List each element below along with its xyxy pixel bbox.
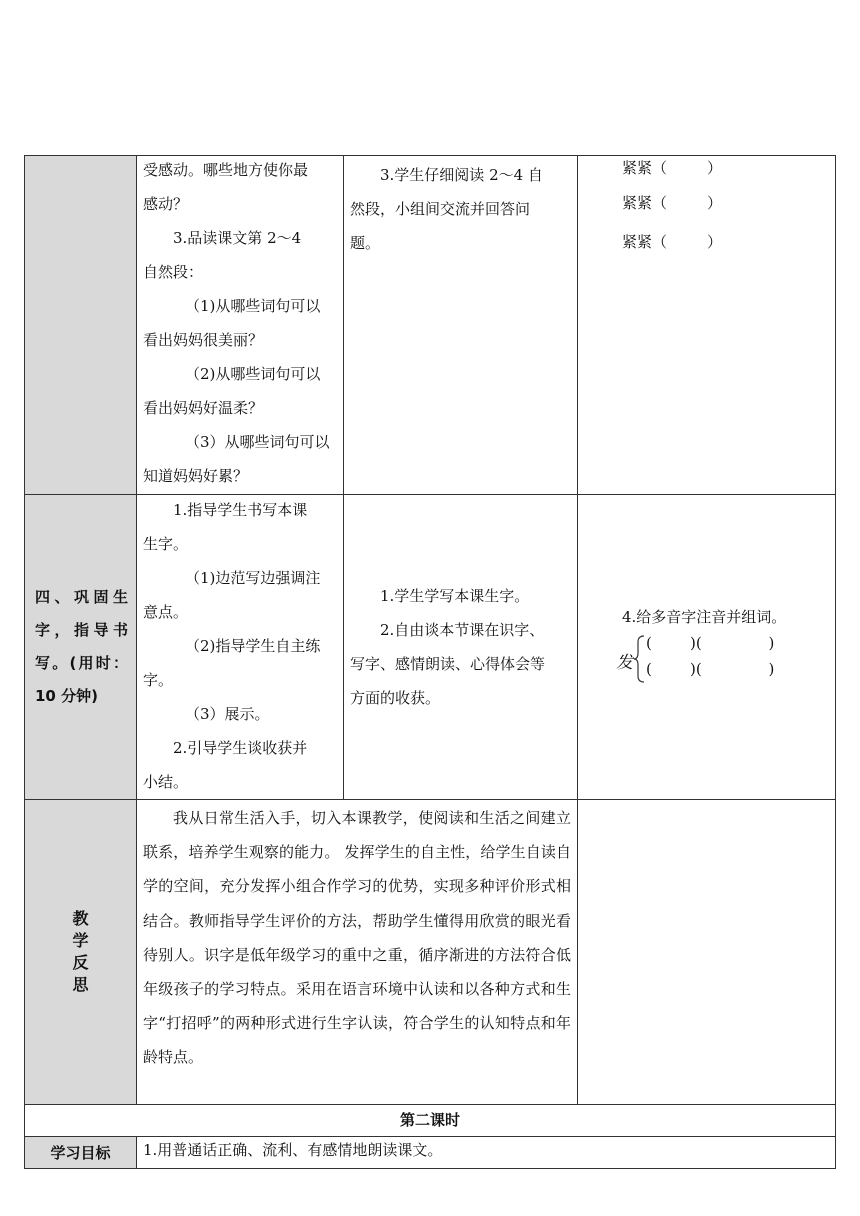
section-title: 第二课时 <box>25 1105 836 1137</box>
table-row <box>25 495 836 800</box>
text-line: 感动？ <box>143 195 189 213</box>
text-line: 3.品读课文第 2～4 <box>173 229 302 247</box>
stage-cell <box>25 495 137 800</box>
text-line: 生字。 <box>143 535 189 553</box>
stage-cell <box>25 156 137 495</box>
text-line: 看出妈妈很美丽？ <box>143 331 264 349</box>
text-line: （2)指导学生自主练 <box>185 637 321 655</box>
exercise-title: 4.给多音字注音并组词。 <box>622 608 787 626</box>
text-line: （3）展示。 <box>185 705 270 723</box>
table-row <box>25 1105 836 1137</box>
blank-line: ( )( ) <box>646 634 775 652</box>
teacher-activity-cell <box>137 156 344 495</box>
text-line: 3.学生仔细阅读 2～4 自 <box>380 166 543 184</box>
exercise-line <box>578 193 835 213</box>
goal-label: 学习目标 <box>25 1137 137 1169</box>
reflection-text-cell <box>137 800 578 1105</box>
text-line: 方面的收获。 <box>350 689 441 707</box>
exercise-text: 紧紧（ <box>622 233 668 251</box>
exercise-text: 紧紧（ <box>622 194 668 212</box>
polyphone-char: 发 <box>616 653 633 673</box>
student-activity-cell <box>344 156 578 495</box>
reflection-text: 我从日常生活入手，切入本课教学，使阅读和生活之间建立联系，培养学生观察的能力。 发挥学生的自主性，给学生自读自学的空间，充分发挥小组合作学习的优势，实现多种评价形式相结合。教师指导学生评价的方法，帮助学生懂得用欣赏的眼光看待别人。识字是低年级学习的重中之重，循序渐进的方法符合低年级孩子的学习特点。采用在语言环境中认读和以各种方式和生字“打招呼”的两种形式进行生字认读，符合学生的认知特点和年龄特点。 <box>143 809 571 1067</box>
text-line: 小结。 <box>143 773 189 791</box>
reflection-label-cell <box>25 800 137 1105</box>
exercise-line <box>578 158 835 178</box>
text-line: 受感动。哪些地方使你最 <box>143 161 309 179</box>
text-line: 看出妈妈好温柔？ <box>143 399 264 417</box>
text-line: 题。 <box>350 234 381 252</box>
empty-cell <box>578 800 836 1105</box>
table-row <box>25 800 836 1105</box>
text-line: （1)边范写边强调注 <box>185 569 321 587</box>
stage-label: 四、巩固生字，指导书写。(用时：10 分钟) <box>35 588 128 705</box>
exercise-close: ） <box>707 233 723 251</box>
text-line: （1)从哪些词句可以 <box>185 297 321 315</box>
text-line: （3）从哪些词句可以 <box>185 433 330 451</box>
reflection-label: 教学反思 <box>72 909 89 994</box>
text-line: 知道妈妈好累？ <box>143 467 249 485</box>
text-line: 1.指导学生书写本课 <box>173 501 308 519</box>
table-row <box>25 1137 836 1169</box>
text-line: 自然段： <box>143 263 204 281</box>
table-row <box>25 156 836 495</box>
text-line: 然段，小组间交流并回答问 <box>350 200 531 218</box>
lesson-plan-table <box>24 155 836 1169</box>
exercise-cell <box>578 495 836 800</box>
text-line: 2.自由谈本节课在识字、 <box>380 621 545 639</box>
exercise-line <box>578 232 835 252</box>
text-line: 2.引导学生谈收获并 <box>173 739 308 757</box>
student-activity-cell <box>344 495 578 800</box>
text-line: 意点。 <box>143 603 189 621</box>
brace-icon <box>634 634 646 684</box>
exercise-close: ） <box>707 194 723 212</box>
exercise-text: 紧紧（ <box>622 159 668 177</box>
blank-line: ( )( ) <box>646 660 775 678</box>
text-line: 1.学生学写本课生字。 <box>380 587 530 605</box>
text-line: 写字、感情朗读、心得体会等 <box>350 655 546 673</box>
text-line: 字。 <box>143 671 174 689</box>
goal-text: 1.用普通话正确、流利、有感情地朗读课文。 <box>143 1141 443 1159</box>
exercise-close: ） <box>707 159 723 177</box>
text-line: （2)从哪些词句可以 <box>185 365 321 383</box>
polyphone-exercise <box>616 634 835 684</box>
teacher-activity-cell <box>137 495 344 800</box>
exercise-cell <box>578 156 836 495</box>
goal-text-cell <box>137 1137 836 1169</box>
